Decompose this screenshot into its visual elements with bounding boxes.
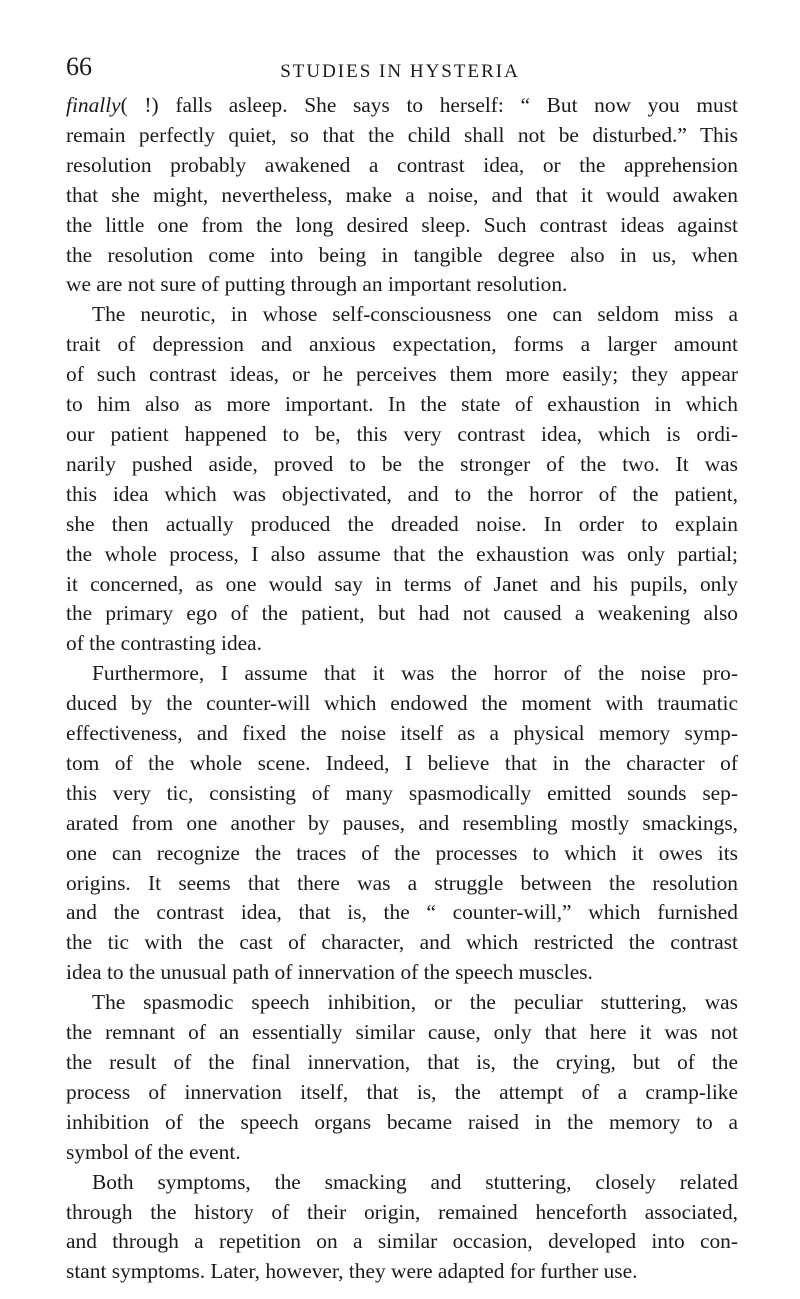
text-line: she then actually produced the dreaded noise. In order to explain	[66, 511, 738, 536]
body-text	[66, 91, 738, 1287]
text-line: it concerned, as one would say in terms of Janet and his pupils, only	[66, 571, 738, 596]
text-line: the resolution come into being in tangible degree also in us, when	[66, 242, 738, 267]
text-line: duced by the counter-will which endowed the moment with traumatic	[66, 691, 738, 716]
running-head: STUDIES IN HYSTERIA	[280, 61, 520, 82]
text-line: arated from one another by pauses, and resembling mostly smackings,	[66, 810, 738, 835]
first-word: finally	[66, 93, 121, 117]
text-line: the result of the final innervation, that is, the crying, but of the	[66, 1050, 738, 1074]
text-line: The neurotic, in whose self-consciousness one can seldom miss a	[92, 302, 738, 327]
text-line: inhibition of the speech organs became raised in the memory to a	[66, 1109, 738, 1134]
text-line: narily pushed aside, proved to be the stronger of the two. It was	[66, 451, 738, 476]
text-line: of the contrasting idea.	[66, 631, 263, 656]
text-line: one can recognize the traces of the processes to which it owes its	[66, 840, 738, 865]
text-line: to him also as more important. In the state of exhaustion in which	[66, 392, 738, 417]
text-line: The spasmodic speech inhibition, or the peculiar stuttering, was	[92, 990, 738, 1015]
text-line: through the history of their origin, remained henceforth associated,	[66, 1199, 738, 1224]
text-line: trait of depression and anxious expectation, forms a larger amount	[66, 332, 738, 357]
text-line: the tic with the cast of character, and which restricted the contrast	[66, 930, 738, 955]
paragraph-1	[66, 91, 738, 300]
text-line: we are not sure of putting through an important resolution.	[66, 272, 568, 297]
text-line: the little one from the long desired sleep. Such contrast ideas against	[66, 212, 738, 237]
text-line: that she might, nevertheless, make a noise, and that it would awaken	[66, 182, 738, 207]
text-line: origins. It seems that there was a struggle between the resolution	[66, 870, 738, 895]
text-line: of such contrast ideas, or he perceives them more easily; they appear	[66, 362, 738, 387]
text-line: Furthermore, I assume that it was the horror of the noise pro-	[92, 661, 738, 686]
text-line: our patient happened to be, this very contrast idea, which is ordi-	[66, 421, 738, 446]
text-line: and the contrast idea, that is, the “ counter-will,” which furnished	[66, 900, 738, 925]
text-line: remain perfectly quiet, so that the child shall not be disturbed.” This	[66, 122, 738, 147]
text-line: the primary ego of the patient, but had not caused a weakening also	[66, 601, 738, 626]
text-line: and through a repetition on a similar occasion, developed into con-	[66, 1229, 738, 1254]
paragraph-5	[66, 1168, 738, 1288]
text-line	[66, 91, 738, 121]
text-line: this idea which was objectivated, and to the horror of the patient,	[66, 481, 738, 506]
text-line: the remnant of an essentially similar cause, only that here it was not	[66, 1020, 738, 1045]
text-line: idea to the unusual path of innervation of the speech muscles.	[66, 960, 593, 985]
text-line: tom of the whole scene. Indeed, I believe that in the character of	[66, 750, 738, 775]
text-line: this very tic, consisting of many spasmodically emitted sounds sep-	[66, 780, 738, 805]
text-line: symbol of the event.	[66, 1139, 241, 1164]
paragraph-2	[66, 300, 738, 659]
text-line: Both symptoms, the smacking and stuttering, closely related	[92, 1169, 738, 1194]
page-number: 66	[66, 52, 92, 81]
text-line: process of innervation itself, that is, the attempt of a cramp-like	[66, 1079, 738, 1104]
paragraph-3	[66, 659, 738, 988]
text-line: effectiveness, and fixed the noise itself as a physical memory symp-	[66, 721, 738, 746]
text-line: the whole process, I also assume that the exhaustion was only partial;	[66, 541, 738, 566]
text-line-rest: ( !) falls asleep. She says to herself: “ But now you must	[120, 93, 738, 117]
paragraph-4	[66, 988, 738, 1167]
text-line: stant symptoms. Later, however, they were adapted for further use.	[66, 1259, 638, 1284]
text-line: resolution probably awakened a contrast idea, or the apprehension	[66, 152, 738, 177]
